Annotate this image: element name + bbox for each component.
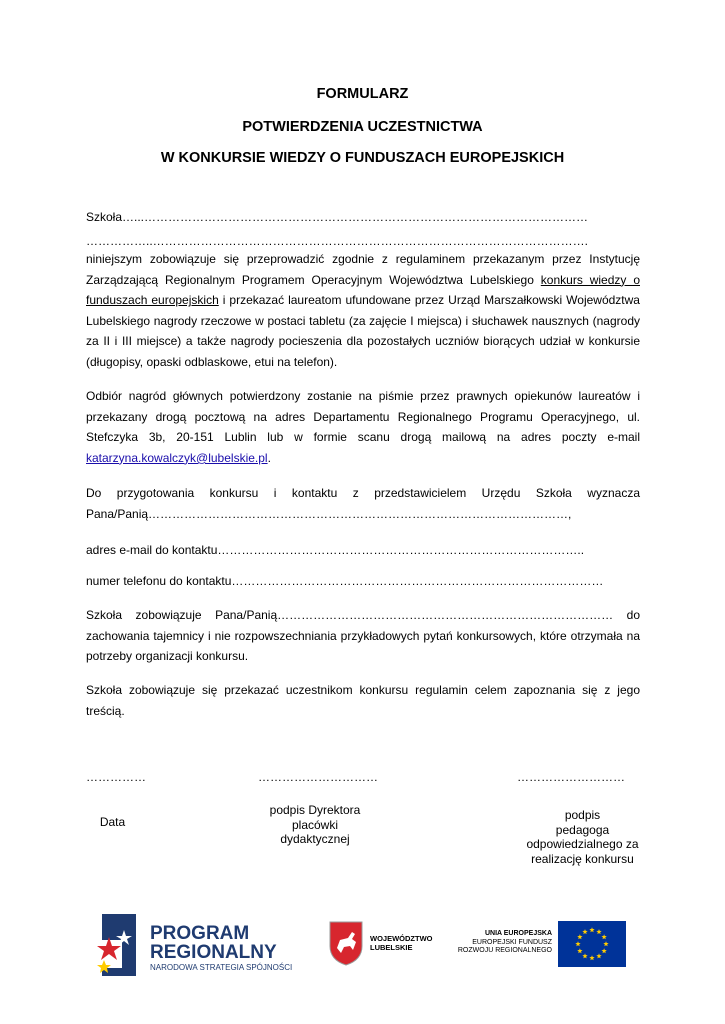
teacher-label-line-4: realizację konkursu — [531, 851, 634, 866]
signature-dots-director: ………………………… — [258, 770, 378, 784]
wojewodztwo-line-1: WOJEWÓDZTWO — [370, 934, 433, 943]
program-regionalny-line-1: PROGRAM — [150, 923, 250, 944]
signature-dots-teacher: ……………………… — [517, 770, 625, 784]
contact-email-line: adres e-mail do kontaktu……………………………………………………………………………….. — [86, 543, 585, 557]
signature-dots-date: …………… — [86, 770, 146, 784]
program-regionalny-logo — [92, 910, 312, 980]
paragraph-prize-text-a: Odbiór nagród głównych potwierdzony zostanie na piśmie przez prawnych opiekunów laureatów i przekazany drogą pocztową na adres Departamentu Regionalnego Programu Operacyjnego, ul. Stefczyka 3b, 20-151 Lublin lub w formie scanu drogą mailową na adres poczty e-mail — [86, 389, 640, 445]
program-regionalny-line-2: REGIONALNY — [150, 942, 277, 963]
eu-text-line-3: ROZWOJU REGIONALNEGO — [457, 947, 552, 954]
paragraph-confidentiality: Szkoła zobowiązuje Pana/Panią………………………………………………………………………… do zachowania tajemnicy i nie rozpowszechniania przykładowych pytań konkursowych, które otrzymała na potrzeby organizacji konkursu. — [86, 608, 640, 664]
signature-label-date: Data — [99, 815, 126, 829]
eu-flag-icon — [558, 921, 626, 967]
email-link[interactable]: katarzyna.kowalczyk@lubelskie.pl — [86, 450, 268, 465]
eu-text-line-2: EUROPEJSKI FUNDUSZ — [472, 938, 552, 946]
contact-phone-line: numer telefonu do kontaktu………………………………………………………………………………… — [86, 574, 604, 588]
paragraph-prize-text-b: . — [267, 450, 271, 465]
eu-text-line-1: UNIA EUROPEJSKA — [484, 930, 552, 937]
paragraph-prize-collection — [86, 386, 640, 468]
director-label-line-3: dydaktycznej — [280, 832, 350, 846]
school-line-1: Szkoła…...………………………………………………………………………………………………… — [86, 210, 589, 224]
program-regionalny-line-3: NARODOWA STRATEGIA SPÓJNOŚCI — [150, 963, 293, 972]
paragraph-commitment-text-a: niniejszym zobowiązuje się przeprowadzić zgodnie z regulaminem przekazanym przez Instytucję Zarządzającą Regionalnym Programem Operacyjnym Województwa Lubelskiego — [86, 252, 640, 287]
teacher-label-line-2: pedagoga — [555, 822, 610, 837]
director-label-line-1: podpis Dyrektora — [269, 803, 361, 817]
title-line-1: FORMULARZ — [316, 86, 409, 102]
teacher-label-line-3: odpowiedzialnego za — [526, 837, 639, 851]
wojewodztwo-line-2: LUBELSKIE — [370, 943, 413, 952]
wojewodztwo-lubelskie-logo — [328, 920, 438, 970]
signature-label-teacher — [510, 808, 655, 866]
title-line-2: POTWIERDZENIA UCZESTNICTWA — [242, 119, 483, 135]
paragraph-contact-person: Do przygotowania konkursu i kontaktu z przedstawicielem Urzędu Szkoła wyznacza Pana/Panią……………………………………………………………………………………………, — [86, 486, 640, 521]
contest-name-underlined: konkurs wiedzy o funduszach europejskich — [86, 272, 640, 308]
director-label-line-2: placówki — [291, 817, 339, 832]
eu-text — [458, 930, 552, 956]
paragraph-regulations: Szkoła zobowiązuje się przekazać uczestnikom konkursu regulamin celem zapoznania się z jego treścią. — [86, 683, 640, 718]
title-line-3: W KONKURSIE WIEDZY O FUNDUSZACH EUROPEJSKICH — [160, 150, 565, 166]
paragraph-commitment-text-b: i przekazać laureatom ufundowane przez Urząd Marszałkowski Województwa Lubelskiego nagrody rzeczowe w postaci tabletu (za zajęcie I miejsca) i słuchawek nauszny‌ch (nagrody za II i III miejsce) a także nagrody pocieszenia dla pozostałych uczniów biorących udział w konkursie (długopisy, opaski odblaskowe, etui na telefon). — [86, 293, 640, 369]
unia-europejska-logo — [455, 921, 630, 969]
teacher-label-line-1: podpis — [564, 808, 601, 822]
program-regionalny-emblem-icon — [92, 910, 144, 978]
school-line-2: ……………..………………………………………………………………………………………………. — [86, 234, 589, 248]
signature-label-director — [245, 803, 385, 847]
paragraph-commitment — [86, 249, 640, 373]
lublin-coat-of-arms-icon — [328, 920, 364, 966]
